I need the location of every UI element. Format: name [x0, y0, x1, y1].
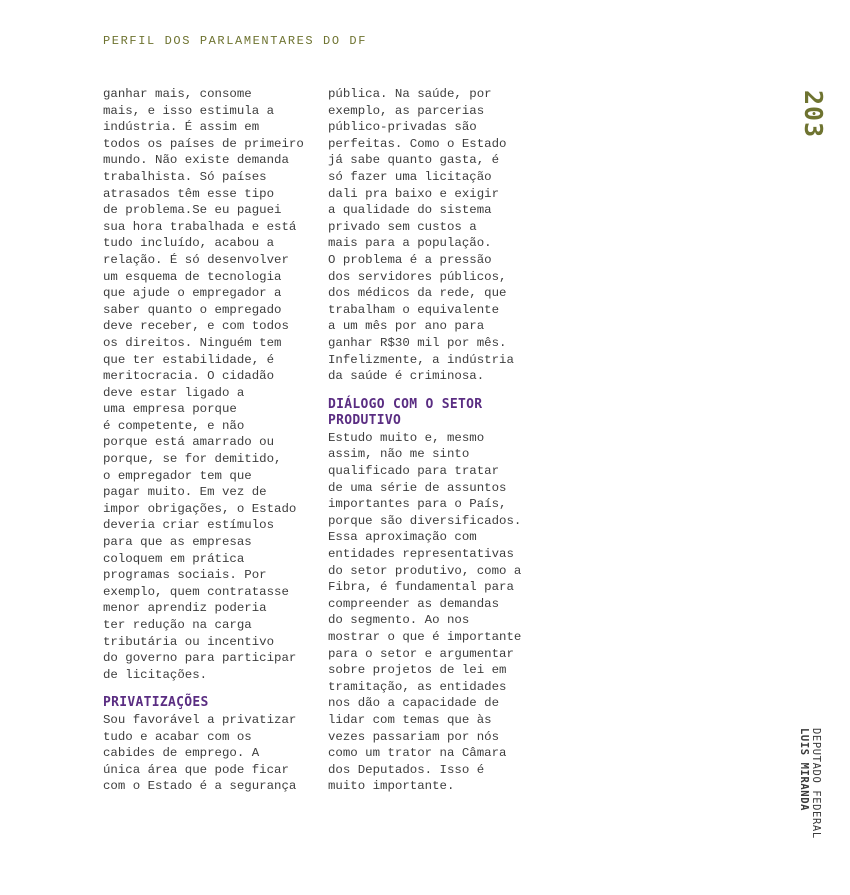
text-line: importantes para o País,	[328, 497, 507, 512]
text-line: mais, e isso estimula a	[103, 103, 275, 118]
text-line: coloquem em prática	[103, 551, 245, 566]
running-title: PERFIL DOS PARLAMENTARES DO DF	[103, 34, 368, 48]
text-line: uma empresa porque	[103, 402, 237, 417]
left-paragraph-2	[103, 712, 313, 795]
right-column	[328, 86, 543, 795]
text-line: compreender as demandas	[328, 596, 500, 611]
section-heading-privatizacoes: PRIVATIZAÇÕES	[103, 695, 209, 711]
right-paragraph-1	[328, 86, 543, 385]
deputy-name: LUIS MIRANDA	[798, 728, 810, 812]
left-paragraph-1	[103, 86, 313, 683]
text-line: assim, não me sinto	[328, 447, 470, 462]
text-line: lidar com temas que às	[328, 712, 492, 727]
text-line: de problema.Se eu paguei	[103, 203, 282, 218]
text-line: tramitação, as entidades	[328, 679, 507, 694]
text-line: é competente, e não	[103, 418, 245, 433]
text-line: que ter estabilidade, é	[103, 352, 275, 367]
text-line: qualificado para tratar	[328, 464, 500, 479]
heading-line: DIÁLOGO COM O SETOR	[328, 396, 483, 412]
text-line: mostrar o que é importante	[328, 630, 522, 644]
text-line: o empregador tem que	[103, 468, 252, 483]
text-line: perfeitas. Como o Estado	[328, 136, 507, 151]
text-line: mundo. Não existe demanda	[103, 153, 289, 168]
text-line: com o Estado é a segurança	[103, 779, 297, 794]
text-line: entidades representativas	[328, 547, 514, 562]
text-line: só fazer uma licitação	[328, 169, 492, 184]
text-line: única área que pode ficar	[103, 762, 289, 777]
text-line: vezes passariam por nós	[328, 729, 500, 744]
text-line: O problema é a pressão	[328, 252, 492, 267]
text-line: dos médicos da rede, que	[328, 286, 507, 301]
heading-line: PRODUTIVO	[328, 413, 402, 429]
text-line: muito importante.	[328, 779, 455, 794]
text-line: exemplo, quem contratasse	[103, 584, 289, 599]
text-line: impor obrigações, o Estado	[103, 501, 297, 516]
text-line: um esquema de tecnologia	[103, 269, 282, 284]
text-line: mais para a população.	[328, 236, 492, 251]
page-number	[788, 88, 830, 150]
text-line: que ajude o empregador a	[103, 286, 282, 301]
text-line: cabides de emprego. A	[103, 746, 260, 761]
right-paragraph-2	[328, 430, 543, 795]
text-line: dali pra baixo e exigir	[328, 186, 500, 201]
text-line: Sou favorável a privatizar	[103, 712, 297, 727]
text-line: deve receber, e com todos	[103, 319, 289, 334]
text-line: exemplo, as parcerias	[328, 103, 485, 118]
text-line: tudo e acabar com os	[103, 729, 252, 744]
text-line: trabalhista. Só países	[103, 169, 267, 184]
text-line: dos servidores públicos,	[328, 269, 507, 284]
text-line: os direitos. Ninguém tem	[103, 335, 282, 350]
text-line: indústria. É assim em	[103, 120, 260, 135]
text-line: do segmento. Ao nos	[328, 613, 470, 628]
text-line: porque são diversificados.	[328, 513, 522, 528]
text-line: deve estar ligado a	[103, 385, 245, 400]
section-heading-dialogo	[328, 397, 543, 430]
text-line: sobre projetos de lei em	[328, 663, 507, 678]
text-line: Infelizmente, a indústria	[328, 352, 514, 367]
text-line: da saúde é criminosa.	[328, 369, 485, 384]
text-line: trabalham o equivalente	[328, 302, 500, 317]
text-line: público-privadas são	[328, 120, 477, 135]
text-line: nos dão a capacidade de	[328, 696, 500, 711]
text-line: a qualidade do sistema	[328, 203, 492, 218]
text-line: de licitações.	[103, 667, 208, 682]
text-line: tributária ou incentivo	[103, 634, 275, 649]
left-column	[103, 86, 313, 795]
text-line: como um trator na Câmara	[328, 746, 507, 761]
text-line: tudo incluído, acabou a	[103, 236, 275, 251]
text-line: atrasados têm esse tipo	[103, 186, 275, 201]
text-line: dos Deputados. Isso é	[328, 762, 485, 777]
deputy-role: DEPUTADO FEDERAL	[810, 728, 822, 839]
text-line: para que as empresas	[103, 535, 252, 550]
text-line: pública. Na saúde, por	[328, 87, 492, 101]
text-line: do governo para participar	[103, 651, 297, 666]
text-line: pagar muito. Em vez de	[103, 485, 267, 500]
text-line: relação. É só desenvolver	[103, 252, 289, 267]
text-line: Essa aproximação com	[328, 530, 477, 545]
text-line: para o setor e argumentar	[328, 646, 514, 661]
side-title	[796, 728, 828, 838]
text-line: programas sociais. Por	[103, 568, 267, 583]
text-line: ganhar mais, consome	[103, 87, 252, 101]
text-line: todos os países de primeiro	[103, 136, 304, 151]
text-line: saber quanto o empregado	[103, 302, 282, 317]
text-line: deveria criar estímulos	[103, 518, 275, 533]
text-line: porque, se for demitido,	[103, 452, 282, 467]
text-line: ganhar R$30 mil por mês.	[328, 335, 507, 350]
page-number-text: 203	[799, 90, 828, 139]
text-line: Fibra, é fundamental para	[328, 580, 514, 595]
text-line: sua hora trabalhada e está	[103, 219, 297, 234]
text-line: porque está amarrado ou	[103, 435, 275, 450]
text-line: já sabe quanto gasta, é	[328, 153, 500, 168]
text-line: de uma série de assuntos	[328, 480, 507, 495]
text-line: ter redução na carga	[103, 618, 252, 632]
text-line: menor aprendiz poderia	[103, 601, 267, 616]
text-line: meritocracia. O cidadão	[103, 369, 275, 384]
text-line: privado sem custos a	[328, 219, 477, 234]
text-line: do setor produtivo, como a	[328, 563, 522, 578]
text-line: a um mês por ano para	[328, 319, 485, 334]
text-line: Estudo muito e, mesmo	[328, 430, 485, 445]
